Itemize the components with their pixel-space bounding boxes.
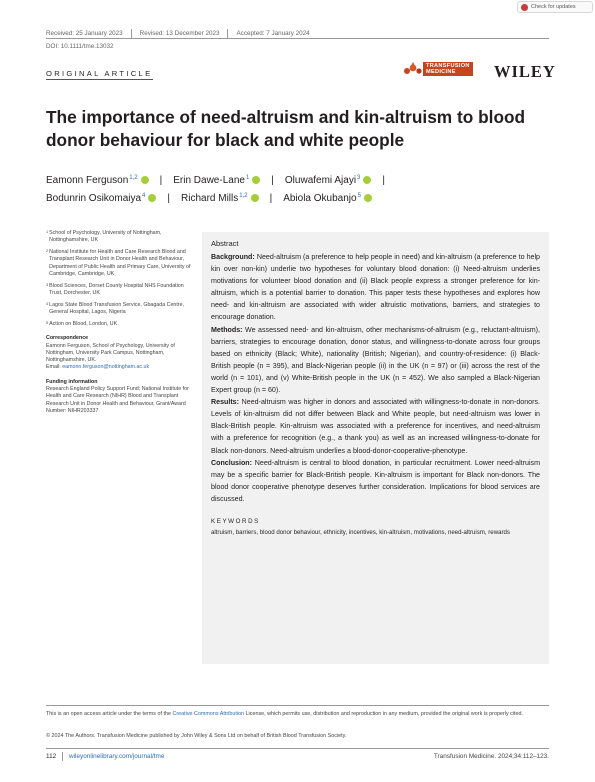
section-text: Need-altruism was higher in donors and associated with willingness-to-donate in non-donors. Levels of kin-altruism did not differ between Black and White people, but need-altruism was lower in Black-British people. Kin-altruism was associated with a preference for incentives, and need-altruism with a preference for recognition (e.g., a thank you) as well as an increased willingness-to-donate for Black non-donors. Need-altruism underlies a blood-donor-cooperative-phenotype. bbox=[211, 398, 540, 455]
author-affil-ref[interactable]: 5 bbox=[357, 192, 361, 199]
divider bbox=[227, 29, 228, 38]
article-type-rule bbox=[46, 79, 153, 80]
affiliation-text: School of Psychology, University of Nottingham, Nottinghamshire, UK bbox=[49, 230, 162, 244]
affiliation bbox=[46, 230, 196, 245]
author-affil-ref[interactable]: 1 bbox=[245, 174, 250, 181]
author-affil-ref[interactable]: 3 bbox=[357, 174, 361, 181]
doi[interactable]: DOI: 10.1111/tme.13032 bbox=[46, 43, 114, 50]
section-label: Methods: bbox=[211, 325, 243, 334]
affiliation bbox=[46, 321, 196, 328]
orcid-icon[interactable] bbox=[252, 176, 260, 184]
section-text: Need-altruism is central to blood donation, in particular recruitment. Lower need-altruism may be a specific barrier for Black-British people. Kin-altruism is important for Black non-donors. The blood donor cooperative phenotype deserves further consideration. Implications for blood services are discussed. bbox=[211, 458, 540, 503]
affiliation-number: 3 bbox=[46, 282, 49, 287]
orcid-icon[interactable] bbox=[364, 194, 372, 202]
blood-drops-icon bbox=[403, 62, 423, 76]
affiliation-text: Lagos State Blood Transfusion Service, Gbagada Centre, General Hospital, Lagos, Nigeria bbox=[49, 301, 184, 316]
section-text: We assessed need- and kin-altruism, other mechanisms-of-altruism (e.g., reluctant-altruism), barriers, strategies to encourage donation, donor status, and willingness-to-donate across four groups based on ethnicity (Black; White), nationality (British; Nigerian), and country-of-residence: (i) Black-British people (n = 395), and Black-Nigerian people (ii) in the UK (n = 97) or (iii) across the rest of the world (n = 101), and (v) White-British people in the UK (n = 452). We also sampled a Black-Nigerian Expert group (n = 60). bbox=[211, 325, 540, 395]
affiliation-number: 5 bbox=[46, 320, 49, 325]
check-for-updates-badge[interactable] bbox=[517, 1, 593, 13]
affiliation-number: 2 bbox=[46, 249, 49, 254]
keywords-list: altruism, barriers, blood donor behaviour, ethnicity, incentives, kin-altruism, motivations, need-altruism, rewards bbox=[211, 528, 510, 536]
author-affil-ref[interactable]: 4 bbox=[142, 192, 146, 199]
author-name[interactable]: Bodunrin Osikomaiya bbox=[46, 193, 142, 204]
footer-rule bbox=[46, 705, 549, 706]
article-notes-column bbox=[46, 230, 196, 415]
journal-logo-line1: TRANSFUSION bbox=[426, 63, 470, 69]
email-link[interactable]: eamonn.ferguson@nottingham.ac.uk bbox=[62, 364, 150, 371]
journal-logo bbox=[403, 62, 473, 76]
title-line: The importance of need-altruism and kin-altruism to blood bbox=[46, 107, 526, 127]
author-separator: | bbox=[382, 175, 385, 186]
license-text: This is an open access article under the terms of the bbox=[46, 711, 173, 717]
correspondence-label: Correspondence bbox=[46, 335, 89, 342]
abstract-background bbox=[211, 251, 540, 324]
keywords-heading: KEYWORDS bbox=[211, 517, 260, 525]
author-name[interactable]: Oluwafemi Ajayi bbox=[284, 175, 357, 186]
author-list-row bbox=[46, 193, 372, 204]
copyright-notice: © 2024 The Authors. Transfusion Medicine published by John Wiley & Sons Ltd on behalf of British Blood Transfusion Society. bbox=[46, 733, 347, 739]
author-separator: | bbox=[271, 175, 274, 186]
affiliation bbox=[46, 249, 196, 278]
page-number: 112 bbox=[46, 753, 57, 760]
article-type: ORIGINAL ARTICLE bbox=[46, 69, 153, 78]
author-name[interactable]: Richard Mills bbox=[181, 193, 239, 204]
license-notice bbox=[46, 711, 549, 719]
affiliation bbox=[46, 283, 196, 298]
section-text: Need-altruism (a preference to help people in need) and kin-altruism (a preference to help kin over non-kin) underlie two hypotheses for voluntary blood donation: (i) Need-altruism underlies motivations for volunteer blood donation and (ii) Black people express a stronger preference for kin-altruism, which is a potential barrier to donation. This paper tests these hypotheses and explores how need- and kin-altruism are associated with wider altruistic motivations, barriers, and strategies to encourage donation. bbox=[211, 253, 540, 322]
orcid-icon[interactable] bbox=[363, 176, 371, 184]
author-name[interactable]: Erin Dawe-Lane bbox=[173, 175, 245, 186]
journal-citation: Transfusion Medicine. 2024;34:112–123. bbox=[433, 753, 549, 760]
divider bbox=[62, 752, 63, 761]
author-name[interactable]: Eamonn Ferguson bbox=[46, 175, 129, 186]
author-affil-ref[interactable]: 1,2 bbox=[239, 192, 248, 199]
footer-rule bbox=[46, 748, 549, 749]
email-label: Email: bbox=[46, 364, 61, 371]
affiliation-text: Action on Blood, London, UK bbox=[49, 320, 118, 327]
header-rule bbox=[46, 38, 549, 39]
author-separator: | bbox=[167, 193, 170, 204]
abstract-methods bbox=[211, 324, 540, 397]
journal-logo-line2: MEDICINE bbox=[426, 69, 456, 76]
funding-label: Funding information bbox=[46, 378, 98, 385]
author-list-row bbox=[46, 175, 396, 186]
author-affil-ref[interactable]: 1,2 bbox=[129, 174, 138, 181]
section-label: Background: bbox=[211, 253, 255, 261]
affiliation-text: National Institute for Health and Care Research Blood and Transplant Research Unit in Donor Health and Behaviour, Department of Public Health and Primary Care, University of Cambridge, Cambridge, UK bbox=[49, 249, 191, 277]
divider bbox=[131, 29, 132, 38]
abstract-conclusion bbox=[211, 457, 540, 505]
title-line: donor behaviour for black and white people bbox=[46, 130, 405, 150]
affiliation-number: 4 bbox=[46, 301, 49, 306]
license-link[interactable]: Creative Commons Attribution bbox=[172, 711, 245, 717]
funding-text: Research England Policy Support Fund; National Institute for Health and Care Research (NIHR) Blood and Transplant Research Unit in Donor Health and Behaviour, Grant/Award Number: NIHR203337 bbox=[46, 386, 189, 414]
affiliation-text: Blood Sciences, Dorset County Hospital NHS Foundation Trust, Dorchester, UK bbox=[49, 282, 184, 297]
article-history bbox=[46, 29, 310, 38]
orcid-icon[interactable] bbox=[148, 194, 156, 202]
journal-logo-text bbox=[423, 62, 473, 76]
accepted-date: Accepted: 7 January 2024 bbox=[236, 30, 310, 37]
correspondence-text: Eamonn Ferguson, School of Psychology, University of Nottingham, University Park Campus, Nottingham, Nottinghamshire, UK. bbox=[46, 342, 175, 364]
check-updates-icon bbox=[521, 4, 528, 11]
journal-url-link[interactable]: wileyonlinelibrary.com/journal/tme bbox=[69, 753, 165, 760]
affiliation bbox=[46, 302, 196, 317]
author-separator: | bbox=[269, 193, 273, 204]
orcid-icon[interactable] bbox=[251, 194, 259, 202]
section-label: Results: bbox=[211, 398, 239, 407]
revised-date: Revised: 13 December 2023 bbox=[139, 30, 220, 37]
publisher-logo: WILEY bbox=[494, 62, 556, 81]
affiliation-number: 1 bbox=[46, 230, 49, 234]
license-text: License, which permits use, distribution and reproduction in any medium, provided the original work is properly cited. bbox=[244, 711, 524, 717]
author-name[interactable]: Abiola Okubanjo bbox=[283, 193, 357, 204]
abstract-heading: Abstract bbox=[211, 239, 239, 248]
check-updates-label: Check for updates bbox=[531, 4, 576, 10]
orcid-icon[interactable] bbox=[141, 176, 149, 184]
abstract-results bbox=[211, 396, 540, 456]
correspondence-email-line bbox=[46, 364, 196, 371]
author-separator: | bbox=[159, 175, 163, 186]
received-date: Received: 25 January 2023 bbox=[46, 30, 123, 37]
section-label: Conclusion: bbox=[211, 458, 252, 467]
article-title bbox=[46, 106, 546, 152]
abstract-box bbox=[202, 232, 549, 664]
